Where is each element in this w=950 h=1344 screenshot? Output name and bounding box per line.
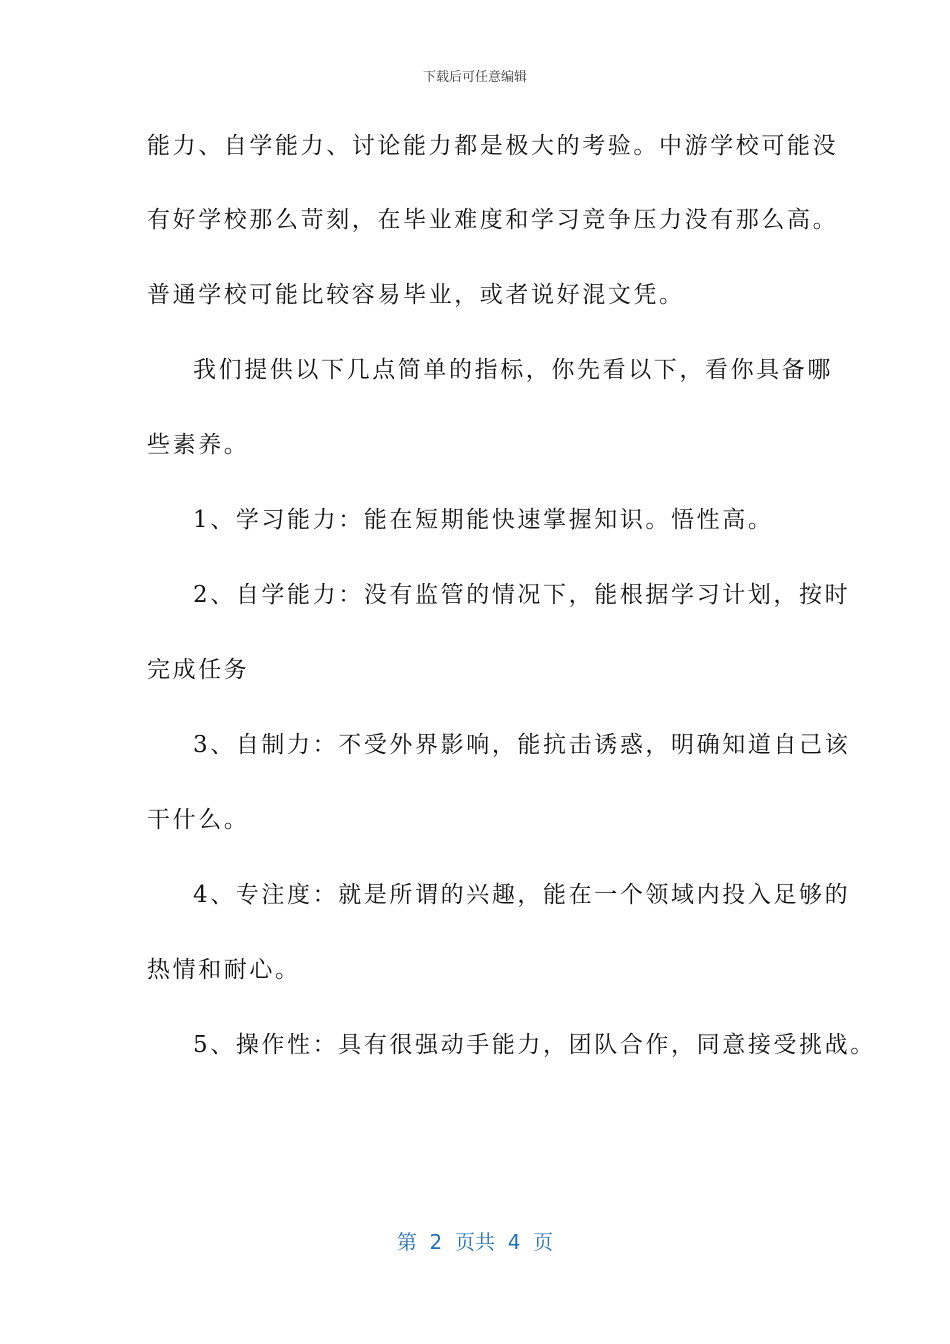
text-line: 热情和耐心。 (147, 957, 301, 983)
page-header-note: 下载后可任意编辑 (422, 70, 527, 85)
list-item-1: 1、学习能力：能在短期能快速掌握知识。悟性高。 (193, 507, 774, 533)
list-item-4: 4、专注度：就是所谓的兴趣，能在一个领域内投入足够的 (193, 882, 851, 908)
list-item-2: 2、自学能力：没有监管的情况下，能根据学习计划，按时 (193, 582, 851, 608)
list-item-3: 3、自制力：不受外界影响，能抗击诱惑，明确知道自己该 (193, 732, 851, 758)
text-line: 干什么。 (147, 807, 250, 833)
text-line: 完成任务 (147, 657, 250, 683)
text-line: 有好学校那么苛刻，在毕业难度和学习竞争压力没有那么高。 (147, 207, 839, 233)
list-item-5: 5、操作性：具有很强动手能力，团队合作，同意接受挑战。 (193, 1032, 876, 1058)
text-line: 能力、自学能力、讨论能力都是极大的考验。中游学校可能没 (147, 133, 839, 159)
document-body (147, 0, 876, 1344)
text-line: 些素养。 (147, 432, 250, 458)
page-number-footer: 第 2 页共 4 页 (396, 1230, 554, 1254)
paragraph-start-line: 我们提供以下几点简单的指标，你先看以下，看你具备哪 (193, 357, 833, 383)
text-line: 普通学校可能比较容易毕业，或者说好混文凭。 (147, 282, 685, 308)
